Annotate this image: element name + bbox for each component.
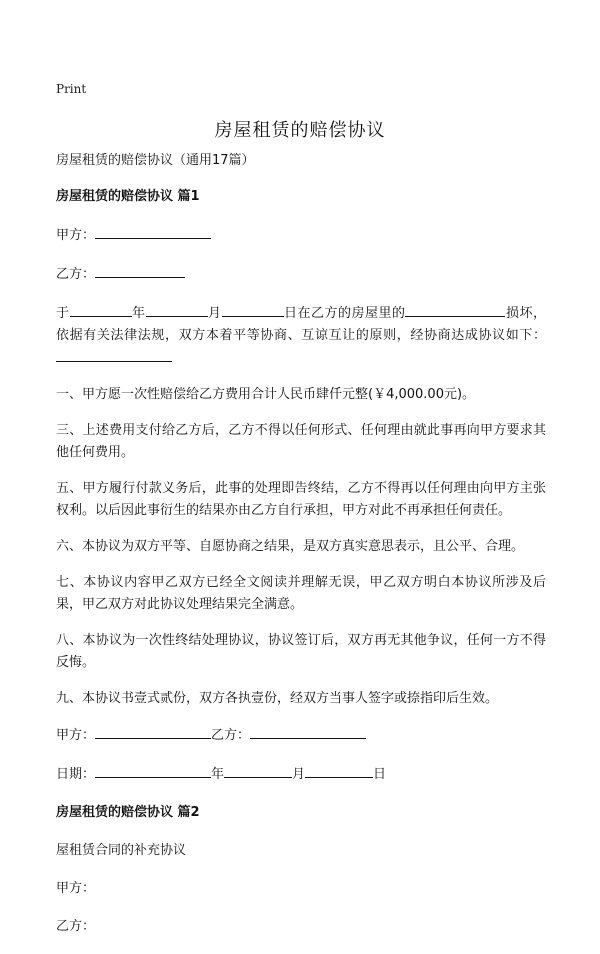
section-1-heading: 房屋租赁的赔偿协议 篇1 <box>56 189 200 204</box>
party-a-blank <box>95 224 211 239</box>
clause-3: 三、上述费用支付给乙方后，乙方不得以任何形式、任何理由就此事再向甲方要求其他任何费用。 <box>56 423 546 460</box>
section-2-party-a: 甲方： <box>56 881 96 896</box>
intro-day-blank <box>222 302 284 317</box>
intro-year: 年 <box>131 306 146 321</box>
party-b-blank <box>95 263 185 278</box>
intro-year-blank <box>70 302 132 317</box>
sign-party-a-label: 甲方： <box>56 728 96 743</box>
section-2-party-b: 乙方： <box>56 919 96 934</box>
document-title: 房屋租赁的赔偿协议 <box>214 120 386 141</box>
party-a-line <box>56 224 546 247</box>
date-year-blank <box>95 763 211 778</box>
signature-line <box>56 724 546 747</box>
clause-7: 七、本协议内容甲乙双方已经全文阅读并理解无误，甲乙双方明白本协议所涉及后果，甲乙双方对此协议处理结果完全满意。 <box>56 575 546 612</box>
date-line <box>56 763 546 786</box>
sign-party-b-label: 乙方： <box>211 728 251 743</box>
section-2-heading: 房屋租赁的赔偿协议 篇2 <box>56 805 200 820</box>
intro-damage-text: 损坏，依据有关法律法规，双方本着平等协商、互谅互让的原则，经协商达成协议如下： <box>56 306 546 343</box>
date-month-blank <box>224 763 292 778</box>
intro-month: 月 <box>207 306 222 321</box>
clause-5: 五、甲方履行付款义务后，此事的处理即告终结，乙方不得再以任何理由向甲方主张权利。以后因此事衍生的结果亦由乙方自行承担，甲方对此不再承担任何责任。 <box>56 481 546 518</box>
section-2-intro: 屋租赁合同的补充协议 <box>56 843 187 858</box>
date-day-blank <box>305 763 373 778</box>
intro-location-blank <box>405 302 505 317</box>
clause-1: 一、甲方愿一次性赔偿给乙方费用合计人民币肆仟元整(￥4,000.00元)。 <box>56 387 476 402</box>
party-a-label: 甲方： <box>56 228 96 243</box>
intro-paragraph <box>56 302 546 370</box>
date-year: 年 <box>211 767 225 782</box>
clause-8: 八、本协议为一次性终结处理协议，协议签订后，双方再无其他争议，任何一方不得反悔。 <box>56 633 546 670</box>
clause-9: 九、本协议书壹式贰份，双方各执壹份，经双方当事人签字或捺指印后生效。 <box>56 691 499 706</box>
intro-month-blank <box>146 302 208 317</box>
party-b-line <box>56 263 546 286</box>
sign-party-b-blank <box>250 724 366 739</box>
clause-6: 六、本协议为双方平等、自愿协商之结果，是双方真实意思表示，且公平、合理。 <box>56 539 525 554</box>
intro-prefix: 于 <box>56 306 70 321</box>
intro-terms-blank <box>56 347 172 362</box>
document-subtitle: 房屋租赁的赔偿协议（通用17篇） <box>56 153 255 168</box>
party-b-label: 乙方： <box>56 267 96 282</box>
intro-day-location: 日在乙方的房屋里的 <box>283 306 406 321</box>
document-body <box>56 150 546 954</box>
date-day: 日 <box>373 767 387 782</box>
print-label: Print <box>56 82 87 96</box>
date-label: 日期： <box>56 767 96 782</box>
sign-party-a-blank <box>95 724 211 739</box>
date-month: 月 <box>292 767 306 782</box>
